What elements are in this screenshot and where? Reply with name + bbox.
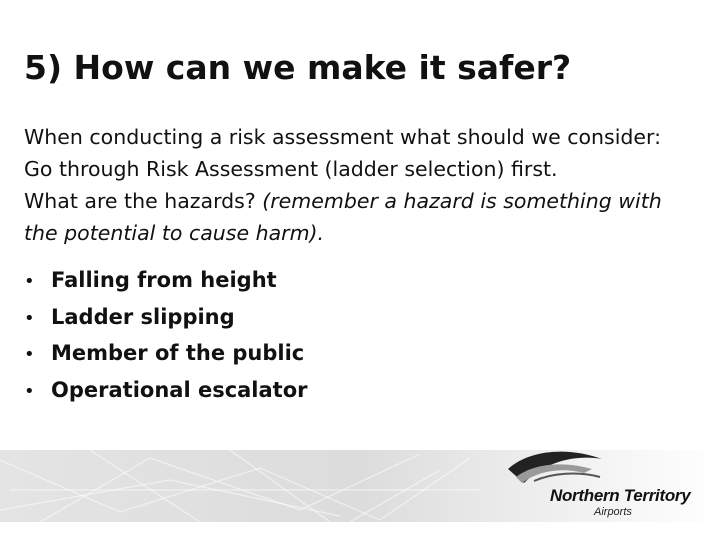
hazard-list [24,263,308,409]
bullet-icon: • [24,271,35,292]
bullet-icon: • [24,307,35,329]
logo-name: Northern Territory [550,486,691,505]
hazard-line [24,185,694,249]
list-item-text: Operational escalator [51,377,308,402]
list-item-text: Falling from height [51,268,277,292]
list-item [24,373,308,410]
slide-title: 5) How can we make it safer? [24,48,572,87]
hazard-question: What are the hazards? [24,189,263,213]
body-text [24,121,694,249]
hazard-note: (remember a hazard is something with the potential to cause harm). [24,189,662,245]
list-item [24,336,308,373]
bullet-icon: • [24,344,35,365]
list-item-text: Member of the public [51,341,305,365]
bullet-icon: • [24,380,35,402]
logo-subtitle: Airports [594,506,632,518]
list-item [24,300,308,337]
body-line: When conducting a risk assessment what should we consider: [24,125,662,149]
body-line: Go through Risk Assessment (ladder selection) first. [24,157,558,181]
list-item [24,263,308,300]
list-item-text: Ladder slipping [51,304,235,329]
